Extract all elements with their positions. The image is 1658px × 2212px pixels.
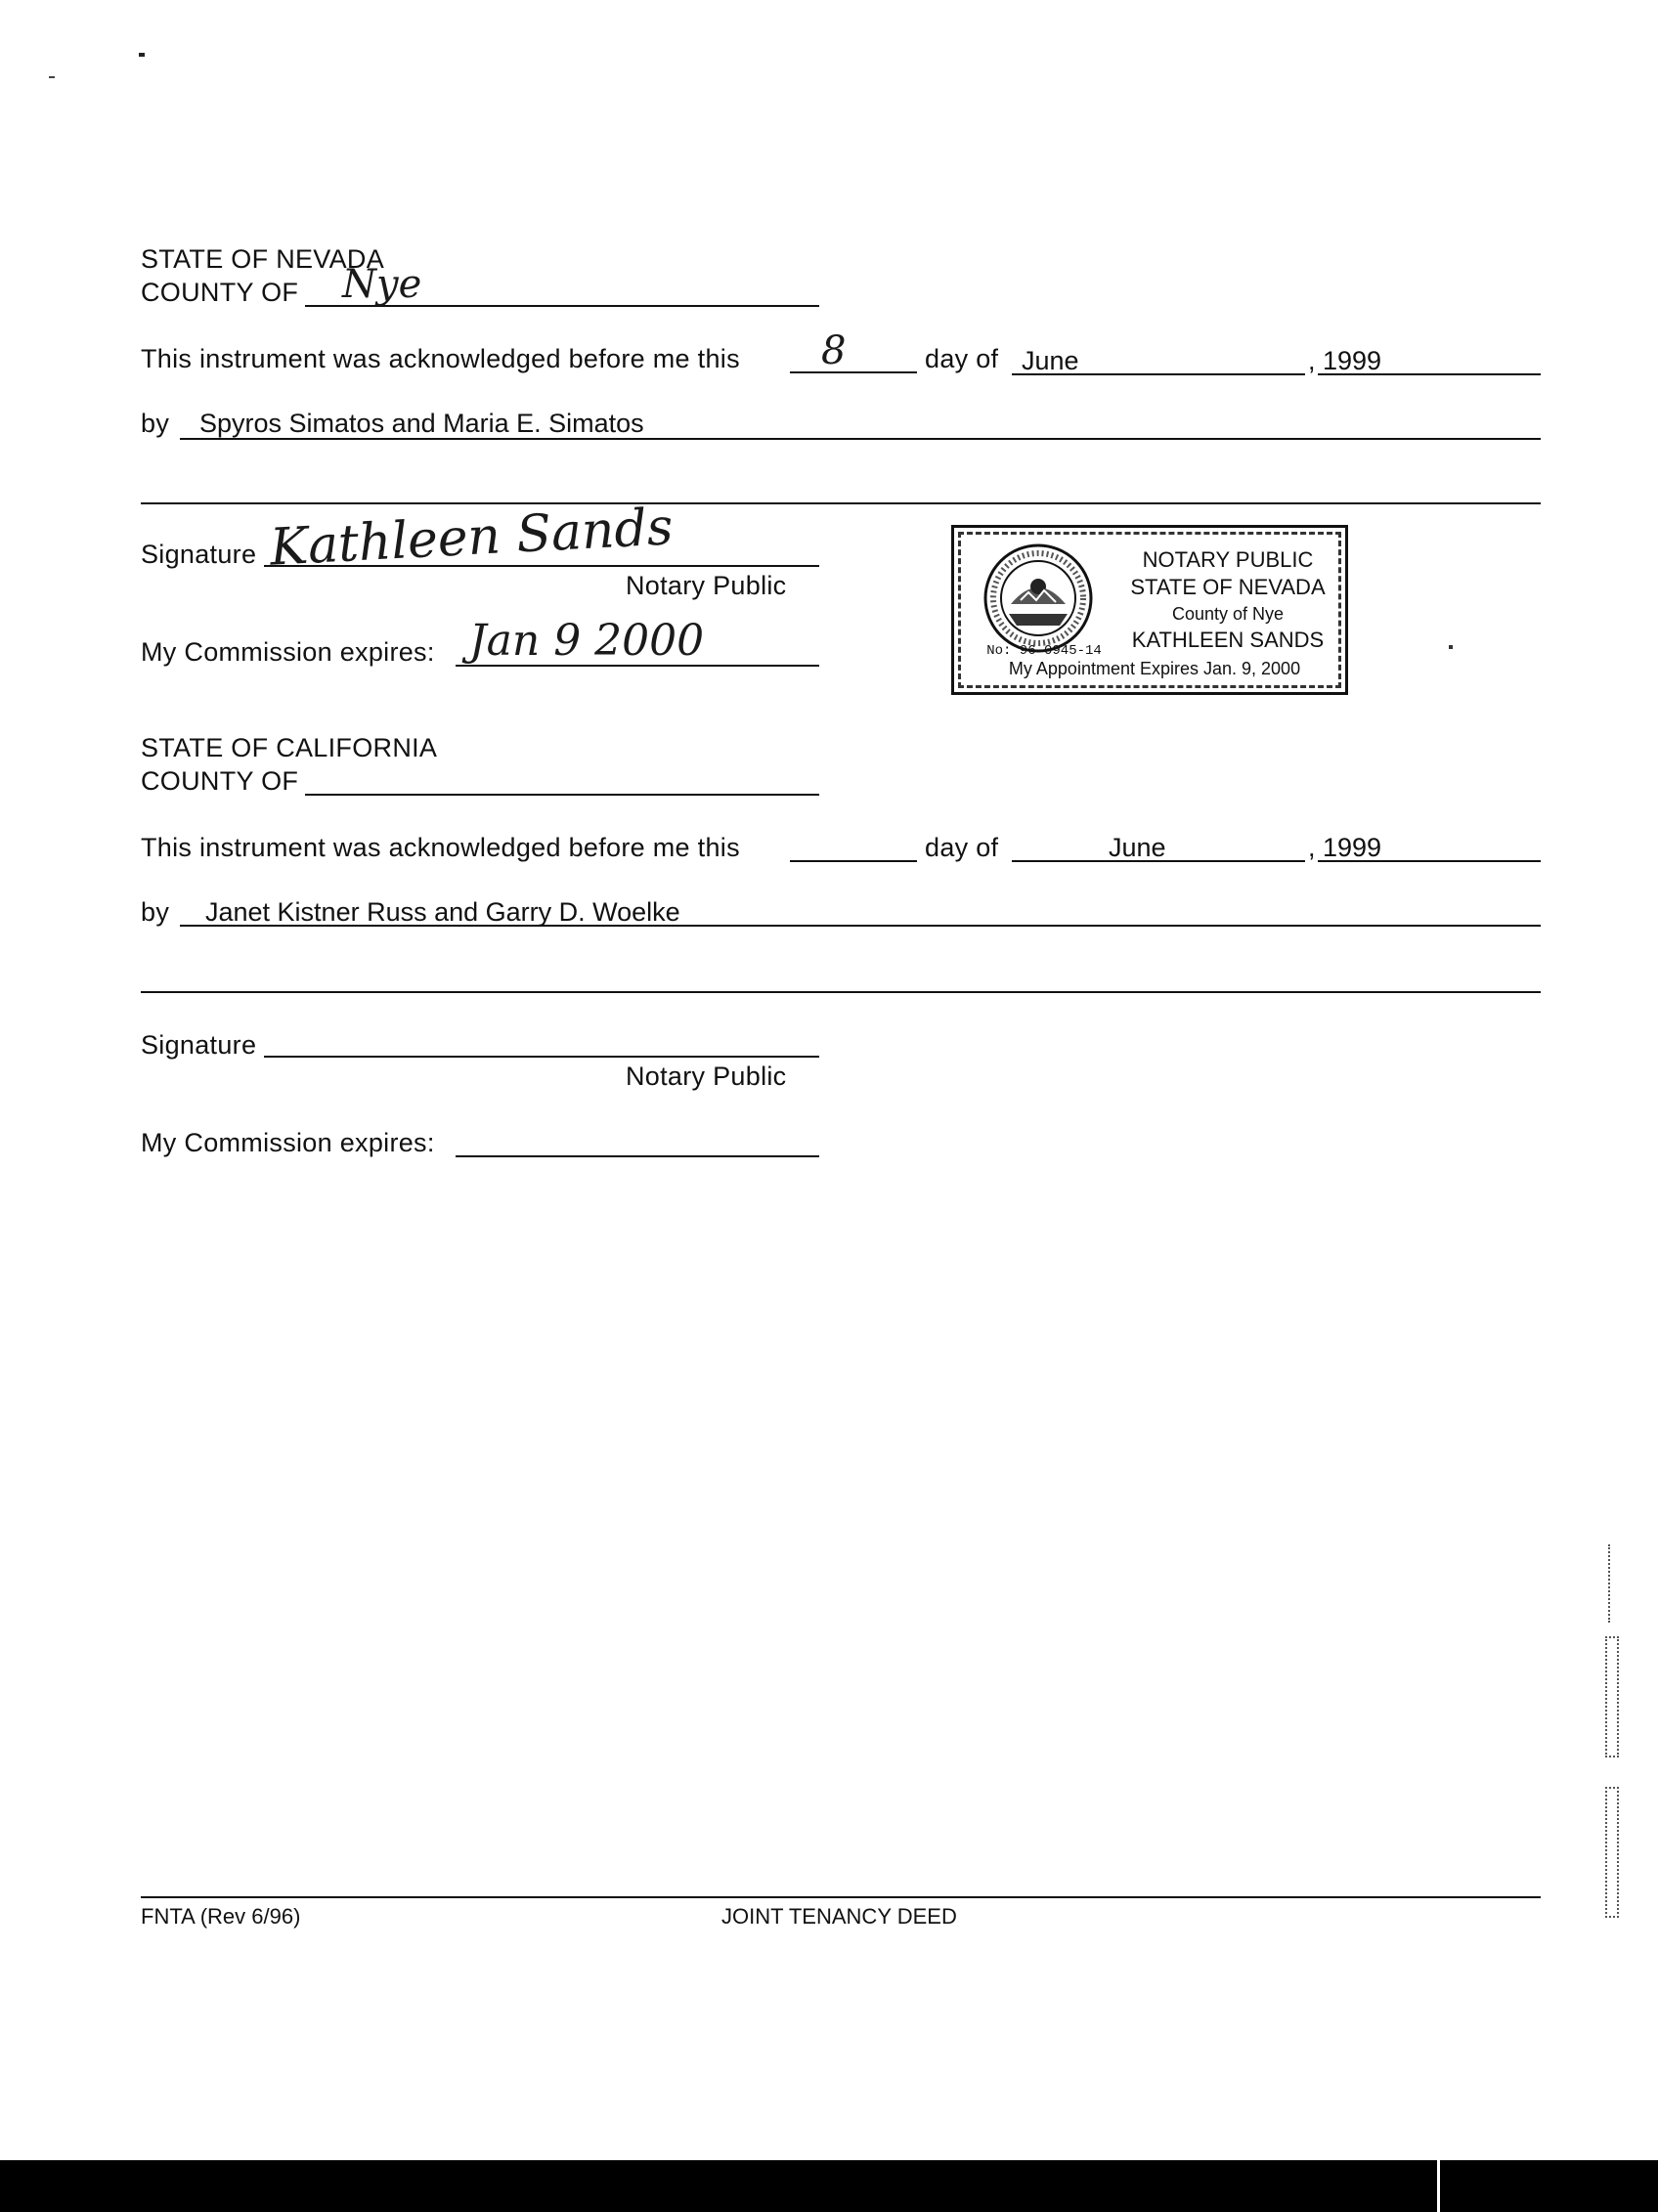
nevada-month-value: June	[1022, 346, 1079, 375]
nevada-signature-label: Signature	[141, 540, 257, 569]
california-by-value: Janet Kistner Russ and Garry D. Woelke	[205, 897, 680, 927]
footer-form-code: FNTA (Rev 6/96)	[141, 1904, 301, 1929]
nevada-commission-label: My Commission expires:	[141, 637, 435, 667]
stamp-number: No: 96-0945-14	[986, 643, 1102, 659]
california-blank-line	[141, 991, 1541, 993]
scan-bottom-gap	[1437, 2160, 1440, 2212]
stamp-line-county: County of Nye	[1171, 604, 1285, 624]
california-county-line	[305, 794, 819, 796]
scan-speck	[1449, 645, 1453, 649]
scan-bottom-bar	[0, 2160, 1658, 2212]
nevada-by-label: by	[141, 409, 170, 438]
california-year-value: , 1999	[1308, 833, 1382, 862]
california-month-value: June	[1109, 833, 1166, 862]
nevada-day-of-label: day of	[925, 344, 999, 373]
edge-stamp-marks	[1601, 1544, 1623, 1918]
california-commission-label: My Commission expires:	[141, 1128, 435, 1157]
footer-doc-title: JOINT TENANCY DEED	[721, 1904, 957, 1929]
nevada-day-handwritten: 8	[821, 328, 847, 373]
scan-speck	[139, 53, 145, 57]
california-commission-line	[456, 1155, 819, 1157]
california-by-label: by	[141, 897, 170, 927]
stamp-expires: My Appointment Expires Jan. 9, 2000	[1008, 659, 1301, 678]
california-notary-public-label: Notary Public	[626, 1062, 787, 1091]
california-ack-text: This instrument was acknowledged before me this	[141, 833, 740, 862]
california-day-line	[790, 860, 917, 862]
nevada-year-value: , 1999	[1308, 346, 1382, 375]
california-signature-label: Signature	[141, 1030, 257, 1060]
stamp-line-name: KATHLEEN SANDS	[1131, 628, 1325, 652]
nevada-commission-handwritten: Jan 9 2000	[469, 616, 705, 666]
nevada-blank-line	[141, 502, 1541, 504]
stamp-line-notary-public: NOTARY PUBLIC	[1142, 547, 1314, 572]
nevada-ack-text: This instrument was acknowledged before me this	[141, 344, 740, 373]
nevada-state-heading: STATE OF NEVADA	[141, 244, 385, 274]
stamp-line-state: STATE OF NEVADA	[1130, 575, 1326, 599]
footer-rule	[141, 1896, 1541, 1898]
scan-speck	[49, 76, 55, 78]
california-signature-line	[264, 1056, 819, 1058]
nevada-county-handwritten: Nye	[342, 262, 422, 307]
nevada-county-label: COUNTY OF	[141, 278, 299, 307]
california-day-of-label: day of	[925, 833, 999, 862]
nevada-day-line	[790, 371, 917, 373]
nevada-notary-public-label: Notary Public	[626, 571, 787, 600]
nevada-seal-icon	[982, 542, 1095, 655]
nevada-by-value: Spyros Simatos and Maria E. Simatos	[199, 409, 644, 438]
california-county-label: COUNTY OF	[141, 766, 299, 796]
nevada-signature-handwritten: Kathleen Sands	[268, 498, 675, 578]
california-state-heading: STATE OF CALIFORNIA	[141, 733, 438, 762]
notary-stamp	[951, 525, 1348, 695]
